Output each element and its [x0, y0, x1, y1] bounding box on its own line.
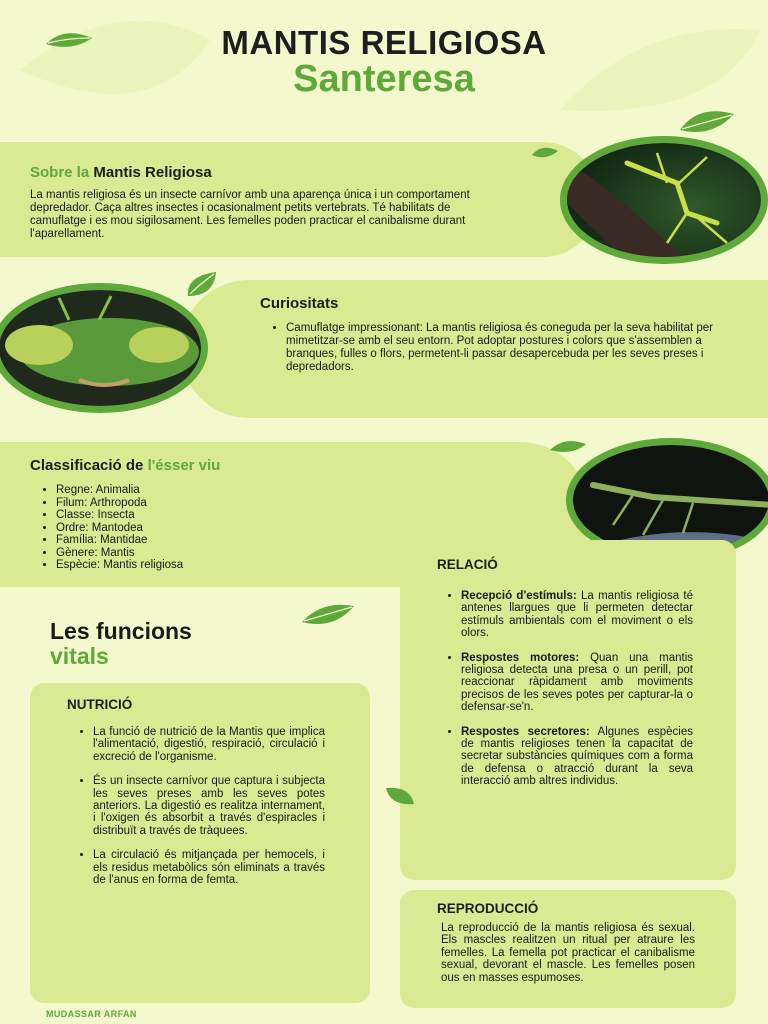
nutrition-section — [67, 697, 325, 886]
relation-list — [437, 590, 693, 788]
list-item: • Filum: Arthropoda — [56, 497, 450, 510]
curiosities-heading: Curiositats — [260, 295, 339, 312]
about-section — [30, 164, 495, 241]
relation-section — [437, 557, 693, 788]
list-item: • La circulació és mitjançada per hemocels, i els residus metabòlics són eliminats a través de l'anus en forma de femta. — [93, 849, 325, 886]
leaf-icon — [548, 438, 588, 456]
list-item: • Camuflatge impressionant: La mantis religiosa és coneguda per la seva habilitat per mimetitzar-se amb el seu entorn. Pot adoptar postures i colors que s'assemblen a branques, fulles o flors, permetent-li passar desapercebuda per les seves preses i depredadors. — [286, 322, 730, 374]
mantis-photo-branch — [560, 136, 768, 264]
classification-heading: Classificació de l'ésser viu — [30, 457, 221, 474]
leaf-icon — [300, 602, 356, 626]
reproduction-heading: REPRODUCCIÓ — [437, 901, 539, 916]
leaf-icon — [676, 108, 736, 136]
relation-heading: RELACIÓ — [437, 557, 498, 572]
list-item: • Gènere: Mantis — [56, 547, 450, 560]
classification-section — [30, 457, 450, 572]
mantis-photo-face — [0, 283, 208, 413]
list-item: • Respostes secretores: Algunes espècies de mantis religioses tenen la capacitat de secretar substàncies químiques com a forma de defensa o atracció durant la seva interacció amb altres individus. — [461, 726, 693, 788]
list-item: • Respostes motores: Quan una mantis religiosa detecta una presa o un perill, pot reaccionar ràpidament amb moviments precisos de les seves potes per capturar-la o defensar-se'n. — [461, 652, 693, 714]
list-item: • Ordre: Mantodea — [56, 522, 450, 535]
leaf-icon — [384, 784, 416, 808]
leaf-icon — [184, 270, 220, 300]
curiosities-section — [260, 295, 730, 374]
list-item: • Família: Mantidae — [56, 534, 450, 547]
list-item: • És un insecte carnívor que captura i subjecta les seves preses amb les seves potes anteriors. La digestió es realitza internament, i l'oxigen és absorbit a través d'espiracles i distribuït a través de tràquees. — [93, 775, 325, 837]
nutrition-heading: NUTRICIÓ — [67, 697, 133, 712]
curiosities-list — [260, 322, 730, 374]
classification-list — [30, 484, 450, 572]
about-text: La mantis religiosa és un insecte carnívor amb una aparença única i un comportament depredador. Caça altres insectes i ocasionalment petits vertebrats. Té habilitats de camuflatge i es mou sigilosament. Les femelles poden practicar el canibalisme durant l'aparellament. — [30, 189, 470, 240]
list-item: • Regne: Animalia — [56, 484, 450, 497]
list-item: • Classe: Insecta — [56, 509, 450, 522]
leaf-icon — [530, 145, 560, 161]
reproduction-text: La reproducció de la mantis religiosa és sexual. Els mascles realitzen un ritual per atraure les femelles. La femella pot practicar el canibalisme sexual, devorant el mascle. Les femelles posen ous en masses espumoses. — [441, 922, 695, 984]
author-credit: MUDASSAR ARFAN — [46, 1009, 137, 1019]
about-heading: Sobre la Mantis Religiosa — [30, 164, 212, 181]
list-item: • La funció de nutrició de la Mantis que implica l'alimentació, digestió, respiració, circulació i excreció de l'organisme. — [93, 726, 325, 763]
list-item: • Recepció d'estímuls: La mantis religiosa té antenes llargues que li permeten detectar estímuls ambientals com el moviment o els olors. — [461, 590, 693, 640]
reproduction-section — [437, 901, 695, 984]
page-title: MANTIS RELIGIOSA — [221, 24, 547, 61]
nutrition-list — [67, 726, 325, 886]
page-subtitle: Santeresa — [293, 58, 475, 100]
vital-functions-title: Les funcions vitals — [50, 618, 192, 669]
list-item: • Espècie: Mantis religiosa — [56, 559, 450, 572]
